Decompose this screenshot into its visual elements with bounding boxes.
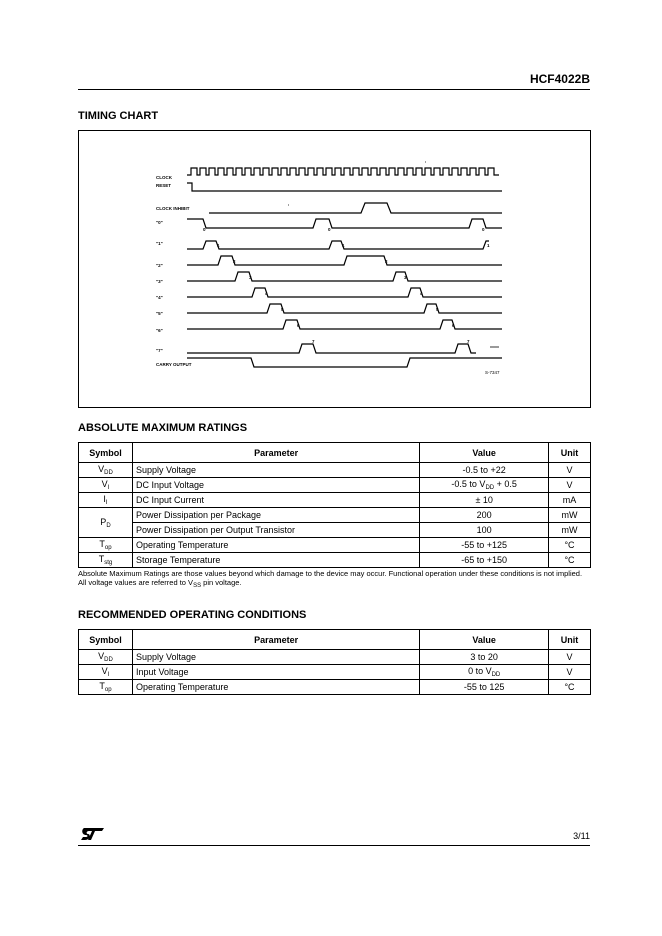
label-q3: "3" <box>156 279 163 284</box>
col-symbol: Symbol <box>79 630 133 650</box>
col-value: Value <box>420 443 549 463</box>
value-cell: -0.5 to +22 <box>420 463 549 478</box>
parameter-cell: Power Dissipation per Package <box>132 508 419 523</box>
wave-q3 <box>187 272 502 281</box>
table-row <box>79 538 591 553</box>
page-number: 3/11 <box>573 831 590 841</box>
wave-q1 <box>187 241 489 249</box>
marker-q0-a: 0 <box>203 227 206 232</box>
value-cell: -65 to +150 <box>420 553 549 568</box>
value-cell: 0 to $V_{DD}$ <box>420 665 549 680</box>
unit-cell: V <box>549 463 591 478</box>
symbol-cell: $T_{op}$ <box>79 538 133 553</box>
value-cell: 3 to 20 <box>420 650 549 665</box>
table-row <box>79 478 591 493</box>
label-q6: "6" <box>156 328 163 333</box>
marker-q6-a: 6 <box>297 323 300 328</box>
symbol-cell: $V_{DD}$ <box>79 650 133 665</box>
unit-cell: °C <box>549 680 591 695</box>
label-q5: "5" <box>156 311 163 316</box>
label-q4: "4" <box>156 295 163 300</box>
parameter-cell: DC Input Current <box>132 493 419 508</box>
label-clock: CLOCK <box>156 175 172 180</box>
symbol-cell: $V_I$ <box>79 478 133 493</box>
table-row <box>79 523 591 538</box>
marker-q7-b: 7 <box>467 339 470 344</box>
footer-rule <box>78 845 590 846</box>
col-value: Value <box>420 630 549 650</box>
parameter-cell: Supply Voltage <box>132 463 419 478</box>
marker-q0-b: 0 <box>328 227 331 232</box>
header-rule <box>78 89 590 90</box>
figure-id: S-7347 <box>485 370 500 375</box>
abs-max-header-row <box>79 443 591 463</box>
marker-q4-a: 4 <box>265 291 268 296</box>
timing-chart-title: TIMING CHART <box>78 110 159 122</box>
table-row <box>79 553 591 568</box>
abs-max-title: ABSOLUTE MAXIMUM RATINGS <box>78 422 248 434</box>
label-clock-inhibit: CLOCK INHIBIT <box>156 206 190 211</box>
col-parameter: Parameter <box>132 630 419 650</box>
marker-q0-c: 0 <box>482 227 485 232</box>
label-reset: RESET <box>156 183 172 188</box>
abs-max-table <box>78 442 591 568</box>
unit-cell: mW <box>549 523 591 538</box>
col-unit: Unit <box>549 443 591 463</box>
table-row <box>79 508 591 523</box>
value-cell: 200 <box>420 508 549 523</box>
col-parameter: Parameter <box>132 443 419 463</box>
waveforms <box>187 168 502 367</box>
col-unit: Unit <box>549 630 591 650</box>
parameter-cell: Operating Temperature <box>132 680 419 695</box>
value-cell: -55 to +125 <box>420 538 549 553</box>
unit-cell: °C <box>549 538 591 553</box>
marker-q1-c: 1 <box>487 243 490 248</box>
table-row <box>79 650 591 665</box>
pulse-markers <box>203 227 490 344</box>
timing-diagram-svg <box>79 131 590 407</box>
marker-q5-a: 5 <box>281 307 284 312</box>
parameter-cell: Power Dissipation per Output Transistor <box>132 523 419 538</box>
value-cell: 100 <box>420 523 549 538</box>
unit-cell: V <box>549 650 591 665</box>
table-row <box>79 665 591 680</box>
unit-cell: V <box>549 478 591 493</box>
marker-q1-a: 1 <box>217 243 220 248</box>
col-symbol: Symbol <box>79 443 133 463</box>
parameter-cell: Storage Temperature <box>132 553 419 568</box>
unit-cell: V <box>549 665 591 680</box>
value-cell: -55 to 125 <box>420 680 549 695</box>
symbol-cell: $P_D$ <box>79 508 133 538</box>
symbol-cell: $V_{DD}$ <box>79 463 133 478</box>
label-q0: "0" <box>156 220 163 225</box>
note-voltage: All voltage values are referred to $V_{SS}$ pin voltage. <box>78 577 242 589</box>
unit-cell: °C <box>549 553 591 568</box>
marker-q5-b: 5 <box>436 307 439 312</box>
table-row <box>79 463 591 478</box>
st-logo-icon <box>80 826 106 842</box>
value-cell: ± 10 <box>420 493 549 508</box>
chart-dots <box>288 162 499 347</box>
wave-q5 <box>187 304 502 313</box>
wave-q4 <box>187 288 502 297</box>
timing-chart <box>78 130 591 408</box>
wave-q0 <box>187 219 502 228</box>
symbol-cell: $I_I$ <box>79 493 133 508</box>
unit-cell: mA <box>549 493 591 508</box>
wave-reset <box>187 183 502 191</box>
marker-q2-a: 2 <box>233 259 236 264</box>
marker-q1-b: 1 <box>342 243 345 248</box>
note-damage: Absolute Maximum Ratings are those values beyond which damage to the device may occur. Functional operation under these conditions is not implied. <box>78 569 583 578</box>
rec-op-header-row <box>79 630 591 650</box>
parameter-cell: Input Voltage <box>132 665 419 680</box>
wave-q6 <box>187 320 502 329</box>
label-q7: "7" <box>156 348 163 353</box>
parameter-cell: DC Input Voltage <box>132 478 419 493</box>
marker-q2-b: 2 <box>385 259 388 264</box>
wave-clock <box>187 168 499 175</box>
parameter-cell: Supply Voltage <box>132 650 419 665</box>
symbol-cell: $V_I$ <box>79 665 133 680</box>
rec-op-table <box>78 629 591 695</box>
unit-cell: mW <box>549 508 591 523</box>
rec-op-title: RECOMMENDED OPERATING CONDITIONS <box>78 609 307 621</box>
label-q1: "1" <box>156 241 163 246</box>
symbol-cell: $T_{op}$ <box>79 680 133 695</box>
symbol-cell: $T_{stg}$ <box>79 553 133 568</box>
marker-q3-b: 3 <box>404 275 407 280</box>
parameter-cell: Operating Temperature <box>132 538 419 553</box>
wave-carry-output <box>187 358 502 367</box>
document-title: HCF4022B <box>529 72 590 86</box>
marker-q7-a: 7 <box>312 339 315 344</box>
value-cell: -0.5 to $V_{DD} + 0.5$ <box>420 478 549 493</box>
wave-q7 <box>187 344 476 353</box>
marker-q4-b: 4 <box>420 291 423 296</box>
table-row <box>79 680 591 695</box>
marker-q3-a: 3 <box>249 275 252 280</box>
table-row <box>79 493 591 508</box>
abs-max-note <box>78 570 592 590</box>
marker-q6-b: 6 <box>452 323 455 328</box>
wave-clock-inhibit <box>209 203 502 213</box>
label-q2: "2" <box>156 263 163 268</box>
label-carry-output: CARRY OUTPUT <box>156 362 192 367</box>
